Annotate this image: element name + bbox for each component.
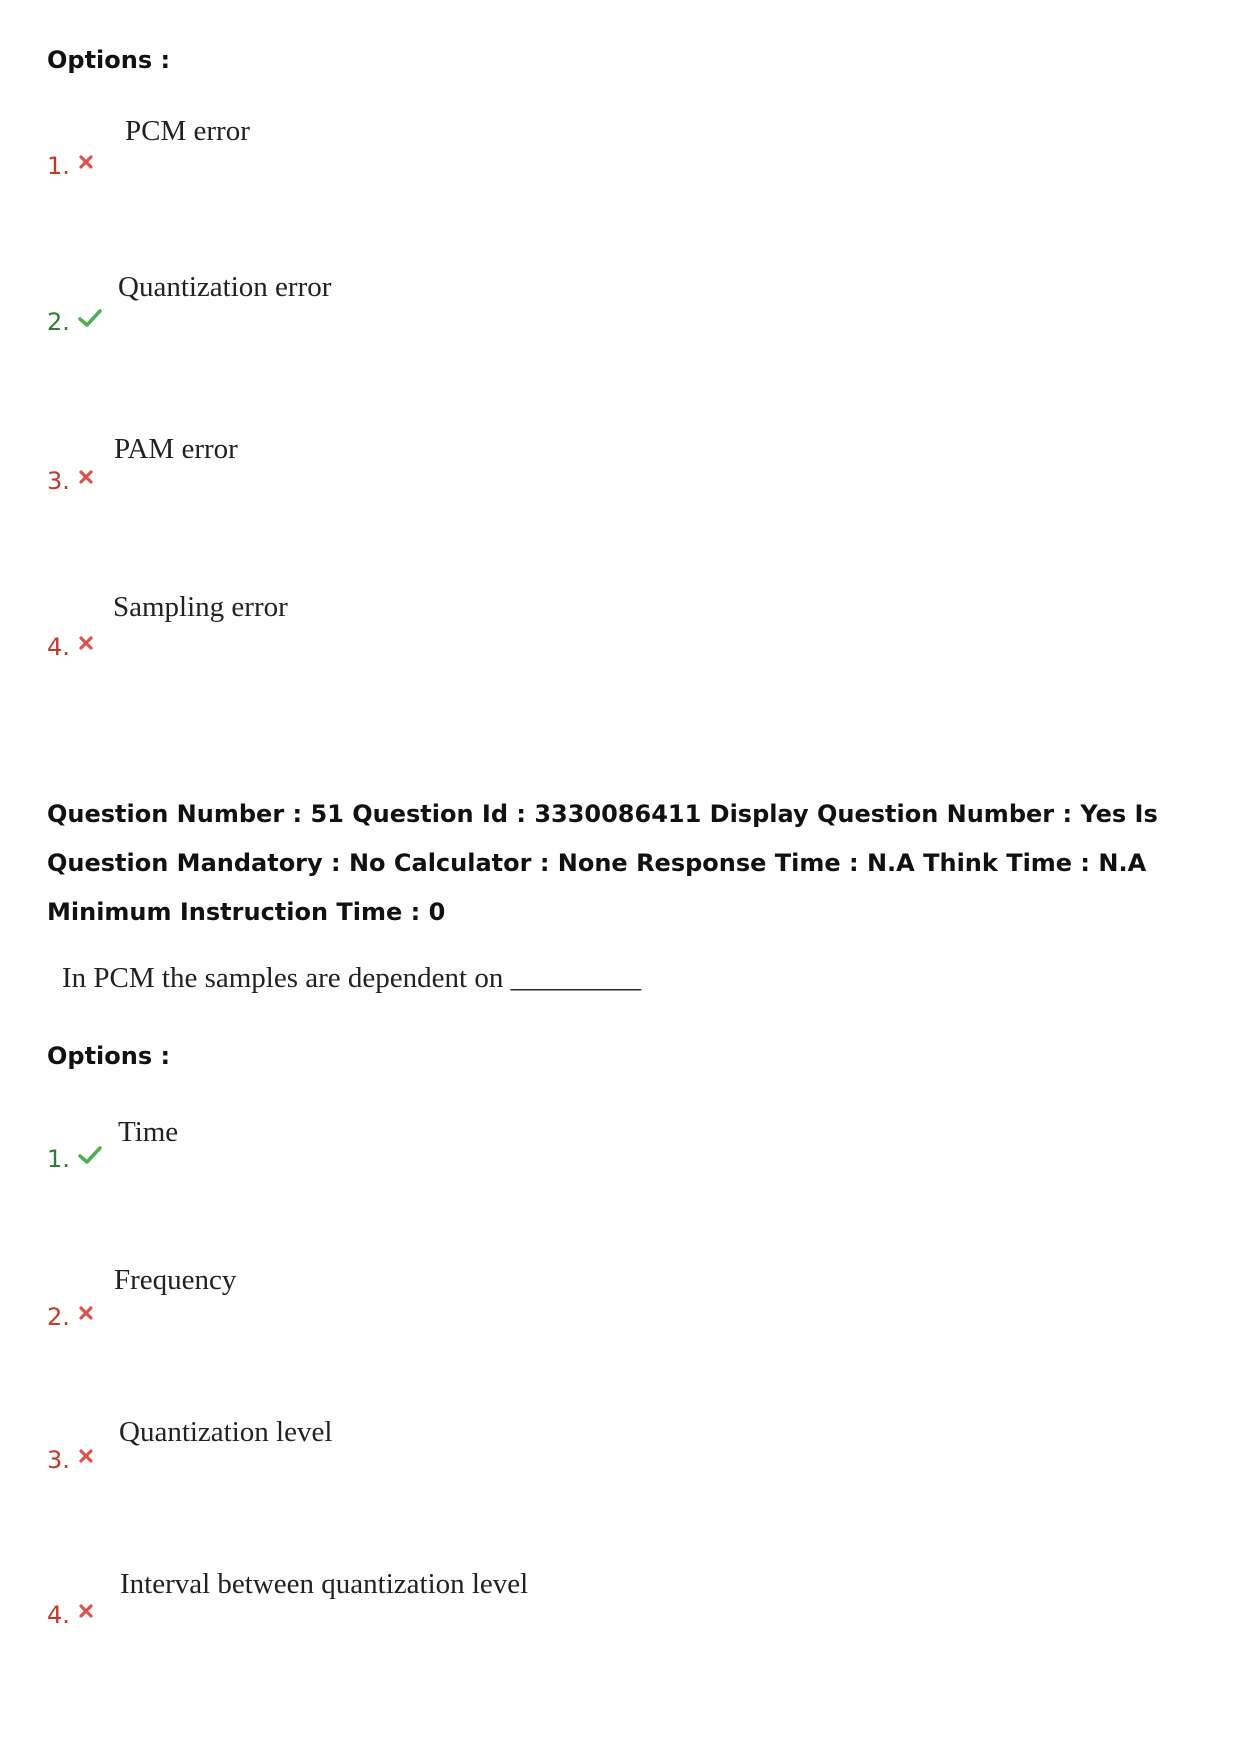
cross-icon [78, 1448, 94, 1464]
option-text: PCM error [125, 115, 250, 147]
option-text: Quantization error [118, 271, 332, 303]
option-number [47, 1303, 94, 1331]
option-number [47, 308, 102, 336]
option-number-label: 4. [47, 1601, 70, 1629]
cross-icon [78, 1603, 94, 1619]
question-meta: Question Number : 51 Question Id : 3330086411 Display Question Number : Yes Is Question Mandatory : No Calculator : None Response Time : N.A Think Time : N.A Minimum Instruction Time : 0 [47, 800, 1158, 926]
question-text: In PCM the samples are dependent on _________ [62, 962, 642, 994]
check-icon [78, 1145, 102, 1165]
option-number [47, 1145, 102, 1173]
option-text: Interval between quantization level [120, 1568, 529, 1600]
option-number-label: 2. [47, 1303, 70, 1331]
options-label: Options : [47, 46, 171, 74]
option-number [47, 1601, 94, 1629]
option-number-label: 1. [47, 1145, 70, 1173]
option-text: PAM error [114, 433, 238, 465]
option-number-label: 3. [47, 467, 70, 495]
option-number-label: 3. [47, 1446, 70, 1474]
option-number [47, 633, 94, 661]
option-text: Quantization level [119, 1416, 333, 1448]
cross-icon [78, 154, 94, 170]
option-number-label: 4. [47, 633, 70, 661]
cross-icon [78, 635, 94, 651]
option-number [47, 467, 94, 495]
cross-icon [78, 469, 94, 485]
option-number [47, 1446, 94, 1474]
option-text: Frequency [114, 1264, 237, 1296]
options-label: Options : [47, 1042, 171, 1070]
option-text: Sampling error [113, 591, 288, 623]
option-number-label: 1. [47, 152, 70, 180]
option-number-label: 2. [47, 308, 70, 336]
option-text: Time [118, 1116, 179, 1148]
cross-icon [78, 1305, 94, 1321]
check-icon [78, 308, 102, 328]
option-number [47, 152, 94, 180]
